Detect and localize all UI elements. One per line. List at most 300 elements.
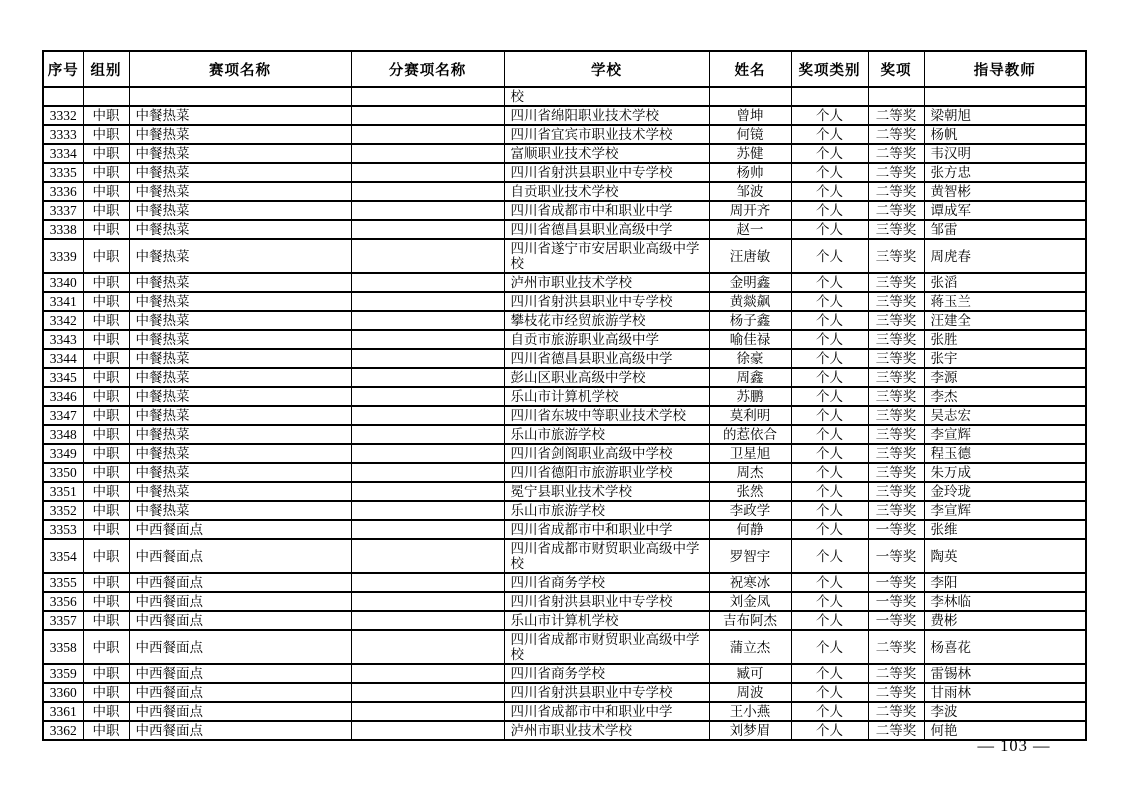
cell-advising-teacher: 李杰 [924,387,1086,406]
table-row [43,539,1086,573]
cell-name: 王小燕 [709,702,791,721]
cell-event-name: 中餐热菜 [129,311,351,330]
table-row [43,87,1086,106]
cell-advising-teacher: 邹雷 [924,220,1086,239]
table-row [43,592,1086,611]
cell-group: 中职 [83,106,129,125]
cell-name: 徐豪 [709,349,791,368]
cell-award-category: 个人 [791,387,868,406]
cell-name: 苏健 [709,144,791,163]
cell-group: 中职 [83,425,129,444]
cell-name: 刘金凤 [709,592,791,611]
header-serial-number: 序号 [43,51,83,87]
cell-school: 四川省成都市中和职业中学 [504,201,709,220]
cell-group: 中职 [83,664,129,683]
cell-subevent-name [351,721,504,740]
cell-award-category: 个人 [791,239,868,273]
table-row [43,182,1086,201]
cell-award-category: 个人 [791,182,868,201]
cell-serial-number: 3337 [43,201,83,220]
cell-event-name: 中餐热菜 [129,201,351,220]
cell-award: 二等奖 [868,182,924,201]
cell-group: 中职 [83,406,129,425]
cell-group [83,87,129,106]
cell-subevent-name [351,163,504,182]
cell-group: 中职 [83,501,129,520]
table-row [43,463,1086,482]
cell-serial-number: 3360 [43,683,83,702]
cell-event-name: 中西餐面点 [129,611,351,630]
cell-group: 中职 [83,330,129,349]
cell-event-name: 中餐热菜 [129,273,351,292]
cell-event-name: 中餐热菜 [129,163,351,182]
cell-event-name: 中西餐面点 [129,683,351,702]
cell-award-category: 个人 [791,163,868,182]
cell-advising-teacher: 谭成军 [924,201,1086,220]
cell-name: 杨子鑫 [709,311,791,330]
award-results-table [42,50,1087,741]
cell-award: 三等奖 [868,292,924,311]
cell-serial-number: 3335 [43,163,83,182]
table-header [43,51,1086,87]
cell-event-name: 中餐热菜 [129,387,351,406]
table-row [43,482,1086,501]
cell-group: 中职 [83,311,129,330]
cell-group: 中职 [83,387,129,406]
cell-subevent-name [351,106,504,125]
cell-event-name: 中西餐面点 [129,520,351,539]
cell-advising-teacher: 黄智彬 [924,182,1086,201]
cell-event-name: 中西餐面点 [129,630,351,664]
cell-school: 自贡市旅游职业高级中学 [504,330,709,349]
cell-award: 三等奖 [868,349,924,368]
cell-award-category: 个人 [791,201,868,220]
cell-name: 何镜 [709,125,791,144]
cell-subevent-name [351,220,504,239]
cell-award: 二等奖 [868,630,924,664]
table-row [43,125,1086,144]
cell-name: 蒲立杰 [709,630,791,664]
cell-event-name: 中餐热菜 [129,330,351,349]
cell-group: 中职 [83,520,129,539]
cell-subevent-name [351,239,504,273]
cell-event-name: 中餐热菜 [129,106,351,125]
cell-event-name: 中餐热菜 [129,220,351,239]
cell-serial-number: 3353 [43,520,83,539]
cell-award: 三等奖 [868,311,924,330]
cell-subevent-name [351,406,504,425]
cell-serial-number [43,87,83,106]
cell-subevent-name [351,330,504,349]
cell-name: 周杰 [709,463,791,482]
cell-name: 周开齐 [709,201,791,220]
cell-name: 周波 [709,683,791,702]
cell-award-category: 个人 [791,220,868,239]
cell-name: 祝寒冰 [709,573,791,592]
cell-group: 中职 [83,721,129,740]
cell-serial-number: 3356 [43,592,83,611]
cell-subevent-name [351,501,504,520]
cell-group: 中职 [83,482,129,501]
cell-award: 三等奖 [868,368,924,387]
header-subevent-name: 分赛项名称 [351,51,504,87]
cell-name: 卫星旭 [709,444,791,463]
cell-serial-number: 3341 [43,292,83,311]
cell-subevent-name [351,387,504,406]
cell-event-name: 中餐热菜 [129,482,351,501]
cell-name: 汪唐敏 [709,239,791,273]
cell-name: 曾坤 [709,106,791,125]
cell-name: 赵一 [709,220,791,239]
table-row [43,330,1086,349]
cell-name: 周鑫 [709,368,791,387]
cell-subevent-name [351,520,504,539]
cell-school: 校 [504,87,709,106]
cell-school: 四川省遂宁市安居职业高级中学校 [504,239,709,273]
header-event-name: 赛项名称 [129,51,351,87]
cell-serial-number: 3339 [43,239,83,273]
cell-event-name: 中西餐面点 [129,721,351,740]
cell-advising-teacher: 李宣辉 [924,425,1086,444]
cell-serial-number: 3352 [43,501,83,520]
cell-event-name: 中餐热菜 [129,144,351,163]
cell-award-category: 个人 [791,406,868,425]
cell-serial-number: 3332 [43,106,83,125]
table-row [43,292,1086,311]
cell-name: 臧可 [709,664,791,683]
cell-advising-teacher: 蒋玉兰 [924,292,1086,311]
cell-award-category: 个人 [791,539,868,573]
cell-name: 黄燚飙 [709,292,791,311]
cell-serial-number: 3361 [43,702,83,721]
cell-school: 富顺职业技术学校 [504,144,709,163]
cell-name: 张然 [709,482,791,501]
cell-serial-number: 3338 [43,220,83,239]
cell-award-category: 个人 [791,592,868,611]
cell-school: 四川省成都市财贸职业高级中学校 [504,539,709,573]
cell-advising-teacher: 李林临 [924,592,1086,611]
table-row [43,220,1086,239]
cell-subevent-name [351,592,504,611]
cell-school: 四川省绵阳职业技术学校 [504,106,709,125]
cell-award: 一等奖 [868,573,924,592]
cell-subevent-name [351,630,504,664]
cell-school: 四川省射洪县职业中专学校 [504,592,709,611]
cell-serial-number: 3345 [43,368,83,387]
cell-serial-number: 3359 [43,664,83,683]
table-row [43,201,1086,220]
cell-award-category: 个人 [791,482,868,501]
cell-event-name: 中餐热菜 [129,425,351,444]
cell-group: 中职 [83,220,129,239]
cell-school: 泸州市职业技术学校 [504,721,709,740]
header-award-category: 奖项类别 [791,51,868,87]
cell-advising-teacher: 张宇 [924,349,1086,368]
cell-event-name: 中餐热菜 [129,406,351,425]
cell-event-name: 中西餐面点 [129,539,351,573]
cell-group: 中职 [83,349,129,368]
cell-award: 三等奖 [868,482,924,501]
header-name: 姓名 [709,51,791,87]
cell-award: 三等奖 [868,406,924,425]
cell-award: 二等奖 [868,106,924,125]
cell-name: 刘梦眉 [709,721,791,740]
cell-serial-number: 3355 [43,573,83,592]
page-number: — 103 — [977,736,1051,755]
cell-advising-teacher: 韦汉明 [924,144,1086,163]
cell-subevent-name [351,539,504,573]
cell-award-category: 个人 [791,664,868,683]
cell-subevent-name [351,482,504,501]
cell-serial-number: 3354 [43,539,83,573]
cell-award: 一等奖 [868,520,924,539]
cell-award: 三等奖 [868,273,924,292]
cell-group: 中职 [83,182,129,201]
cell-school: 四川省成都市中和职业中学 [504,520,709,539]
cell-award: 三等奖 [868,501,924,520]
cell-award-category: 个人 [791,683,868,702]
cell-award-category: 个人 [791,444,868,463]
cell-advising-teacher: 李源 [924,368,1086,387]
cell-subevent-name [351,292,504,311]
cell-award-category: 个人 [791,349,868,368]
cell-advising-teacher: 周虎春 [924,239,1086,273]
cell-award: 二等奖 [868,201,924,220]
cell-advising-teacher: 程玉德 [924,444,1086,463]
cell-advising-teacher: 杨喜花 [924,630,1086,664]
cell-name: 金明鑫 [709,273,791,292]
header-advising-teacher: 指导教师 [924,51,1086,87]
cell-school: 自贡职业技术学校 [504,182,709,201]
cell-advising-teacher: 李波 [924,702,1086,721]
cell-event-name: 中餐热菜 [129,463,351,482]
cell-group: 中职 [83,239,129,273]
cell-school: 乐山市旅游学校 [504,425,709,444]
cell-award: 二等奖 [868,702,924,721]
cell-group: 中职 [83,368,129,387]
table-row [43,664,1086,683]
cell-award: 一等奖 [868,592,924,611]
cell-advising-teacher: 张维 [924,520,1086,539]
cell-award-category: 个人 [791,311,868,330]
table-row [43,144,1086,163]
cell-name: 罗智宇 [709,539,791,573]
header-row [43,51,1086,87]
cell-subevent-name [351,144,504,163]
cell-award: 二等奖 [868,144,924,163]
cell-serial-number: 3348 [43,425,83,444]
cell-school: 四川省商务学校 [504,664,709,683]
cell-serial-number: 3344 [43,349,83,368]
cell-serial-number: 3336 [43,182,83,201]
cell-serial-number: 3342 [43,311,83,330]
cell-advising-teacher: 汪建全 [924,311,1086,330]
table-row [43,573,1086,592]
cell-subevent-name [351,87,504,106]
cell-award-category: 个人 [791,292,868,311]
cell-group: 中职 [83,683,129,702]
cell-group: 中职 [83,273,129,292]
header-group: 组别 [83,51,129,87]
cell-school: 四川省商务学校 [504,573,709,592]
table-row [43,683,1086,702]
cell-event-name: 中西餐面点 [129,702,351,721]
cell-award-category: 个人 [791,702,868,721]
cell-serial-number: 3347 [43,406,83,425]
cell-group: 中职 [83,444,129,463]
cell-group: 中职 [83,611,129,630]
cell-award-category: 个人 [791,368,868,387]
table-row [43,520,1086,539]
cell-award: 三等奖 [868,425,924,444]
cell-award: 一等奖 [868,539,924,573]
cell-event-name: 中西餐面点 [129,664,351,683]
cell-award: 三等奖 [868,444,924,463]
cell-event-name: 中餐热菜 [129,182,351,201]
cell-group: 中职 [83,144,129,163]
cell-advising-teacher: 张胜 [924,330,1086,349]
cell-name: 邹波 [709,182,791,201]
cell-advising-teacher: 金玲珑 [924,482,1086,501]
table-row [43,406,1086,425]
cell-group: 中职 [83,463,129,482]
cell-subevent-name [351,368,504,387]
cell-advising-teacher: 张方忠 [924,163,1086,182]
cell-school: 四川省剑阁职业高级中学校 [504,444,709,463]
cell-school: 乐山市计算机学校 [504,387,709,406]
cell-subevent-name [351,702,504,721]
cell-name: 喻佳禄 [709,330,791,349]
table-row [43,349,1086,368]
cell-school: 攀枝花市经贸旅游学校 [504,311,709,330]
cell-advising-teacher: 梁朝旭 [924,106,1086,125]
header-award: 奖项 [868,51,924,87]
table-row [43,702,1086,721]
cell-group: 中职 [83,702,129,721]
cell-serial-number: 3362 [43,721,83,740]
table-row [43,239,1086,273]
cell-school: 四川省射洪县职业中专学校 [504,163,709,182]
cell-serial-number: 3340 [43,273,83,292]
cell-award: 三等奖 [868,463,924,482]
cell-event-name: 中餐热菜 [129,239,351,273]
cell-serial-number: 3346 [43,387,83,406]
cell-event-name: 中餐热菜 [129,125,351,144]
cell-award: 二等奖 [868,163,924,182]
table-row [43,501,1086,520]
cell-advising-teacher: 陶英 [924,539,1086,573]
cell-subevent-name [351,425,504,444]
table-body [43,87,1086,740]
cell-event-name: 中西餐面点 [129,573,351,592]
cell-group: 中职 [83,630,129,664]
cell-subevent-name [351,201,504,220]
cell-award-category: 个人 [791,611,868,630]
cell-school: 泸州市职业技术学校 [504,273,709,292]
cell-subevent-name [351,611,504,630]
cell-school: 四川省德昌县职业高级中学 [504,220,709,239]
header-school: 学校 [504,51,709,87]
table-row [43,630,1086,664]
cell-advising-teacher: 杨帆 [924,125,1086,144]
cell-serial-number: 3357 [43,611,83,630]
cell-school: 四川省德昌县职业高级中学 [504,349,709,368]
cell-group: 中职 [83,163,129,182]
cell-advising-teacher: 张滔 [924,273,1086,292]
cell-group: 中职 [83,292,129,311]
cell-name: 李政学 [709,501,791,520]
cell-subevent-name [351,273,504,292]
table-row [43,721,1086,740]
cell-school: 乐山市旅游学校 [504,501,709,520]
cell-school: 彭山区职业高级中学校 [504,368,709,387]
cell-serial-number: 3358 [43,630,83,664]
cell-subevent-name [351,463,504,482]
cell-subevent-name [351,311,504,330]
table-row [43,387,1086,406]
cell-serial-number: 3343 [43,330,83,349]
cell-subevent-name [351,664,504,683]
cell-school: 四川省德阳市旅游职业学校 [504,463,709,482]
cell-event-name [129,87,351,106]
cell-award-category: 个人 [791,330,868,349]
table-row [43,273,1086,292]
cell-school: 四川省宜宾市职业技术学校 [504,125,709,144]
cell-event-name: 中餐热菜 [129,368,351,387]
cell-school: 四川省成都市财贸职业高级中学校 [504,630,709,664]
cell-serial-number: 3333 [43,125,83,144]
cell-award-category: 个人 [791,721,868,740]
cell-name: 的惹依合 [709,425,791,444]
cell-school: 四川省成都市中和职业中学 [504,702,709,721]
cell-award: 三等奖 [868,239,924,273]
cell-award: 一等奖 [868,611,924,630]
cell-award: 二等奖 [868,721,924,740]
cell-advising-teacher: 雷锡林 [924,664,1086,683]
cell-name: 何静 [709,520,791,539]
cell-award-category: 个人 [791,425,868,444]
table-row [43,368,1086,387]
cell-award: 三等奖 [868,387,924,406]
cell-award: 二等奖 [868,125,924,144]
cell-award-category: 个人 [791,273,868,292]
cell-award: 二等奖 [868,683,924,702]
cell-subevent-name [351,349,504,368]
cell-advising-teacher: 李阳 [924,573,1086,592]
cell-name: 杨帅 [709,163,791,182]
table-row [43,311,1086,330]
cell-advising-teacher: 甘雨林 [924,683,1086,702]
table-row [43,444,1086,463]
cell-award-category: 个人 [791,573,868,592]
cell-award-category: 个人 [791,463,868,482]
cell-award-category: 个人 [791,144,868,163]
cell-award: 三等奖 [868,220,924,239]
cell-school: 四川省射洪县职业中专学校 [504,683,709,702]
cell-award: 三等奖 [868,330,924,349]
cell-event-name: 中西餐面点 [129,592,351,611]
cell-group: 中职 [83,539,129,573]
table-row [43,106,1086,125]
cell-school: 乐山市计算机学校 [504,611,709,630]
cell-subevent-name [351,683,504,702]
cell-award-category: 个人 [791,501,868,520]
cell-award [868,87,924,106]
table-row [43,611,1086,630]
cell-serial-number: 3351 [43,482,83,501]
cell-serial-number: 3350 [43,463,83,482]
cell-advising-teacher: 李宣辉 [924,501,1086,520]
